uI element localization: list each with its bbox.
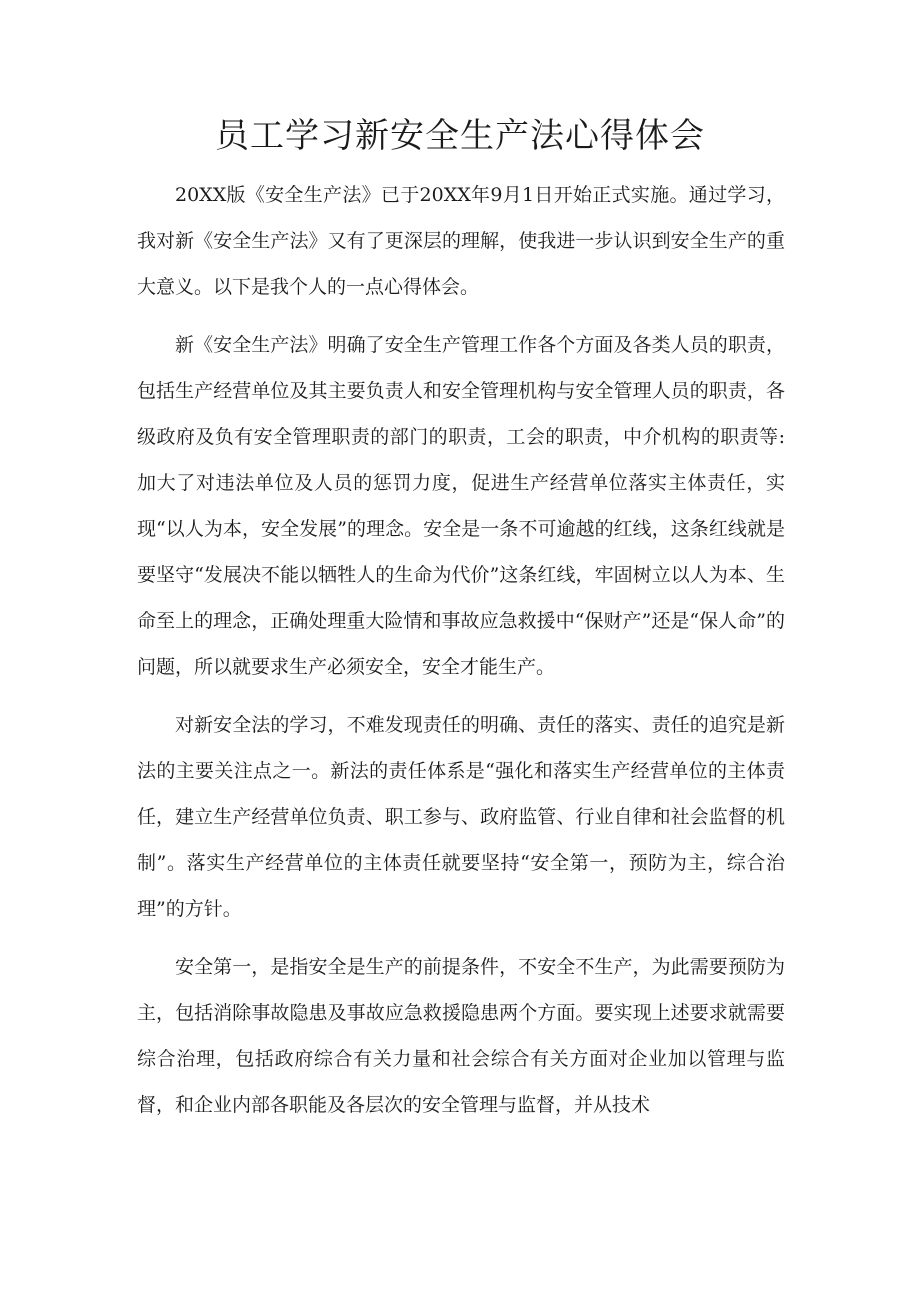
paragraph-3: 对新安全法的学习，不难发现责任的明确、责任的落实、责任的追究是新法的主要关注点之一。新法的责任体系是“强化和落实生产经营单位的主体责任，建立生产经营单位负责、职工参与、政府监管、行业自律和社会监督的机制”。落实生产经营单位的主体责任就要坚持“安全第一，预防为主，综合治理”的方针。 xyxy=(137,714,785,920)
document-title: 员工学习新安全生产法心得体会 xyxy=(215,116,705,156)
paragraph-1: 20XX版《安全生产法》已于20XX年9月1日开始正式实施。通过学习，我对新《安全生产法》又有了更深层的理解，使我进一步认识到安全生产的重大意义。以下是我个人的一点心得体会。 xyxy=(137,184,785,298)
paragraph-2: 新《安全生产法》明确了安全生产管理工作各个方面及各类人员的职责，包括生产经营单位及其主要负责人和安全管理机构与安全管理人员的职责，各级政府及负有安全管理职责的部门的职责，工会的职责，中介机构的职责等:加大了对违法单位及人员的惩罚力度，促进生产经营单位落实主体责任，实现“以人为本，安全发展”的理念。安全是一条不可逾越的红线，这条红线就是要坚守“发展决不能以牺牲人的生命为代价”这条红线，牢固树立以人为本、生命至上的理念，正确处理重大险情和事故应急救援中“保财产”还是“保人命”的问题，所以就要求生产必须安全，安全才能生产。 xyxy=(137,334,785,678)
document-body xyxy=(137,172,785,1140)
paragraph-4: 安全第一，是指安全是生产的前提条件，不安全不生产，为此需要预防为主，包括消除事故隐患及事故应急救援隐患两个方面。要实现上述要求就需要综合治理，包括政府综合有关力量和社会综合有关方面对企业加以管理与监督，和企业内部各职能及各层次的安全管理与监督，并从技术 xyxy=(137,956,785,1116)
